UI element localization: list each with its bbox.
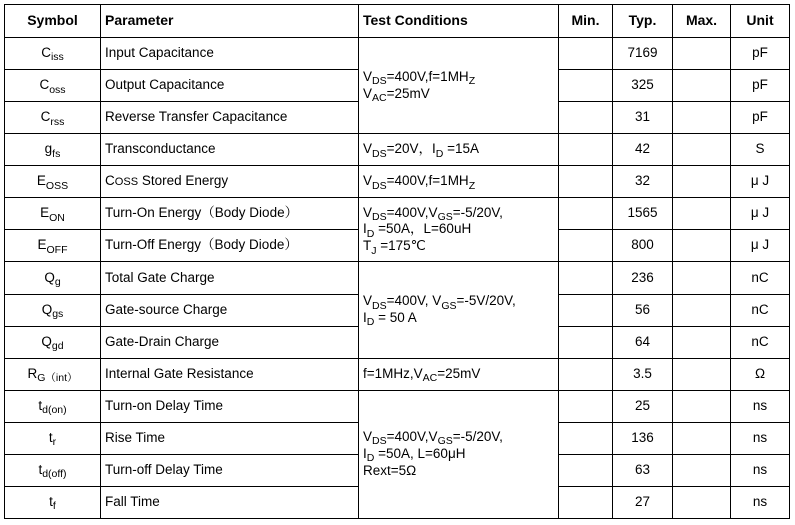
cell-parameter: Rise Time <box>101 422 359 454</box>
table-body <box>5 38 790 519</box>
cell-typ: 136 <box>613 422 673 454</box>
cell-symbol: $E_{ON}$ <box>5 198 101 230</box>
cell-unit: S <box>731 134 790 166</box>
cell-parameter: Reverse Transfer Capacitance <box>101 102 359 134</box>
cell-max <box>673 326 731 358</box>
cell-min <box>559 390 613 422</box>
table-row <box>5 358 790 390</box>
cell-unit: pF <box>731 38 790 70</box>
cell-typ: 3.5 <box>613 358 673 390</box>
cell-test-conditions: $V_{DS}=400V,V_{GS}=-5/20V$, $I_D =50A$, L=60μH Rext=5Ω <box>359 390 559 518</box>
column-header-parameter: Parameter <box>101 5 359 38</box>
cell-typ: 325 <box>613 70 673 102</box>
cell-symbol: $C_{rss}$ <box>5 102 101 134</box>
cell-parameter: Transconductance <box>101 134 359 166</box>
cell-parameter: Fall Time <box>101 486 359 518</box>
table-row <box>5 390 790 422</box>
cell-typ: 31 <box>613 102 673 134</box>
cell-max <box>673 294 731 326</box>
cell-symbol: $C_{iss}$ <box>5 38 101 70</box>
cell-min <box>559 326 613 358</box>
cell-symbol: $E_{OFF}$ <box>5 230 101 262</box>
cell-symbol: $C_{oss}$ <box>5 70 101 102</box>
cell-typ: 800 <box>613 230 673 262</box>
cell-test-conditions: $V_{DS}=400V,f=1MH_Z$ $V_{AC}=25mV$ <box>359 38 559 134</box>
cell-test-conditions: $V_{DS}=400V,f=1MH_Z$ <box>359 166 559 198</box>
cell-unit: μ J <box>731 166 790 198</box>
cell-unit: ns <box>731 454 790 486</box>
cell-min <box>559 230 613 262</box>
column-header-typ: Typ. <box>613 5 673 38</box>
cell-min <box>559 358 613 390</box>
cell-symbol: $t_{d(off)}$ <box>5 454 101 486</box>
cell-max <box>673 358 731 390</box>
cell-unit: pF <box>731 102 790 134</box>
cell-unit: μ J <box>731 230 790 262</box>
cell-max <box>673 486 731 518</box>
cell-max <box>673 422 731 454</box>
cell-parameter: Gate-Drain Charge <box>101 326 359 358</box>
cell-max <box>673 198 731 230</box>
cell-unit: ns <box>731 486 790 518</box>
cell-typ: 63 <box>613 454 673 486</box>
cell-parameter: Turn-off Delay Time <box>101 454 359 486</box>
cell-parameter: COSS Stored Energy <box>101 166 359 198</box>
cell-typ: 56 <box>613 294 673 326</box>
cell-max <box>673 166 731 198</box>
cell-typ: 1565 <box>613 198 673 230</box>
cell-symbol: $Q_{gd}$ <box>5 326 101 358</box>
cell-test-conditions: $V_{DS}=400V$, $V_{GS}=-5V/20V$, $I_D = 50$ A <box>359 262 559 358</box>
table-row <box>5 262 790 294</box>
cell-min <box>559 38 613 70</box>
cell-symbol: $g_{fs}$ <box>5 134 101 166</box>
cell-typ: 27 <box>613 486 673 518</box>
cell-min <box>559 198 613 230</box>
cell-symbol: $E_{OSS}$ <box>5 166 101 198</box>
table-row <box>5 38 790 70</box>
table-header-row <box>5 5 790 38</box>
cell-symbol: $t_{d(on)}$ <box>5 390 101 422</box>
cell-typ: 42 <box>613 134 673 166</box>
cell-max <box>673 454 731 486</box>
cell-unit: pF <box>731 70 790 102</box>
cell-unit: Ω <box>731 358 790 390</box>
cell-max <box>673 38 731 70</box>
cell-max <box>673 390 731 422</box>
column-header-test-conditions: Test Conditions <box>359 5 559 38</box>
cell-min <box>559 422 613 454</box>
cell-typ: 32 <box>613 166 673 198</box>
cell-symbol: $t_f$ <box>5 486 101 518</box>
cell-typ: 25 <box>613 390 673 422</box>
cell-max <box>673 134 731 166</box>
table-row <box>5 198 790 230</box>
cell-parameter: Output Capacitance <box>101 70 359 102</box>
cell-max <box>673 230 731 262</box>
cell-unit: μ J <box>731 198 790 230</box>
cell-typ: 236 <box>613 262 673 294</box>
cell-parameter: Internal Gate Resistance <box>101 358 359 390</box>
cell-max <box>673 102 731 134</box>
cell-parameter: Gate-source Charge <box>101 294 359 326</box>
column-header-unit: Unit <box>731 5 790 38</box>
cell-parameter: Turn-On Energy（Body Diode） <box>101 198 359 230</box>
cell-parameter: Total Gate Charge <box>101 262 359 294</box>
column-header-symbol: Symbol <box>5 5 101 38</box>
cell-max <box>673 262 731 294</box>
cell-min <box>559 70 613 102</box>
cell-test-conditions: $V_{DS}=400V,V_{GS}=-5/20V$, $I_D =50A$，L=60uH $T_J$ =175℃ <box>359 198 559 262</box>
cell-min <box>559 262 613 294</box>
cell-test-conditions: $f=1MHz,V_{AC}=25mV$ <box>359 358 559 390</box>
cell-unit: ns <box>731 422 790 454</box>
cell-min <box>559 102 613 134</box>
cell-typ: 64 <box>613 326 673 358</box>
cell-min <box>559 486 613 518</box>
cell-max <box>673 70 731 102</box>
electrical-characteristics-table <box>4 4 790 519</box>
cell-unit: nC <box>731 326 790 358</box>
cell-min <box>559 454 613 486</box>
table-row <box>5 166 790 198</box>
cell-parameter: Turn-Off Energy（Body Diode） <box>101 230 359 262</box>
cell-min <box>559 134 613 166</box>
cell-unit: nC <box>731 262 790 294</box>
cell-min <box>559 166 613 198</box>
cell-min <box>559 294 613 326</box>
cell-symbol: $t_r$ <box>5 422 101 454</box>
cell-test-conditions: $V_{DS}=20V$，$I_D =15A$ <box>359 134 559 166</box>
cell-symbol: $Q_g$ <box>5 262 101 294</box>
cell-unit: nC <box>731 294 790 326</box>
table-row <box>5 134 790 166</box>
table-header <box>5 5 790 38</box>
cell-unit: ns <box>731 390 790 422</box>
column-header-max: Max. <box>673 5 731 38</box>
cell-typ: 7169 <box>613 38 673 70</box>
column-header-min: Min. <box>559 5 613 38</box>
cell-parameter: Turn-on Delay Time <box>101 390 359 422</box>
cell-parameter: Input Capacitance <box>101 38 359 70</box>
cell-symbol: $Q_{gs}$ <box>5 294 101 326</box>
cell-symbol: $R_{G(int)}$ <box>5 358 101 390</box>
